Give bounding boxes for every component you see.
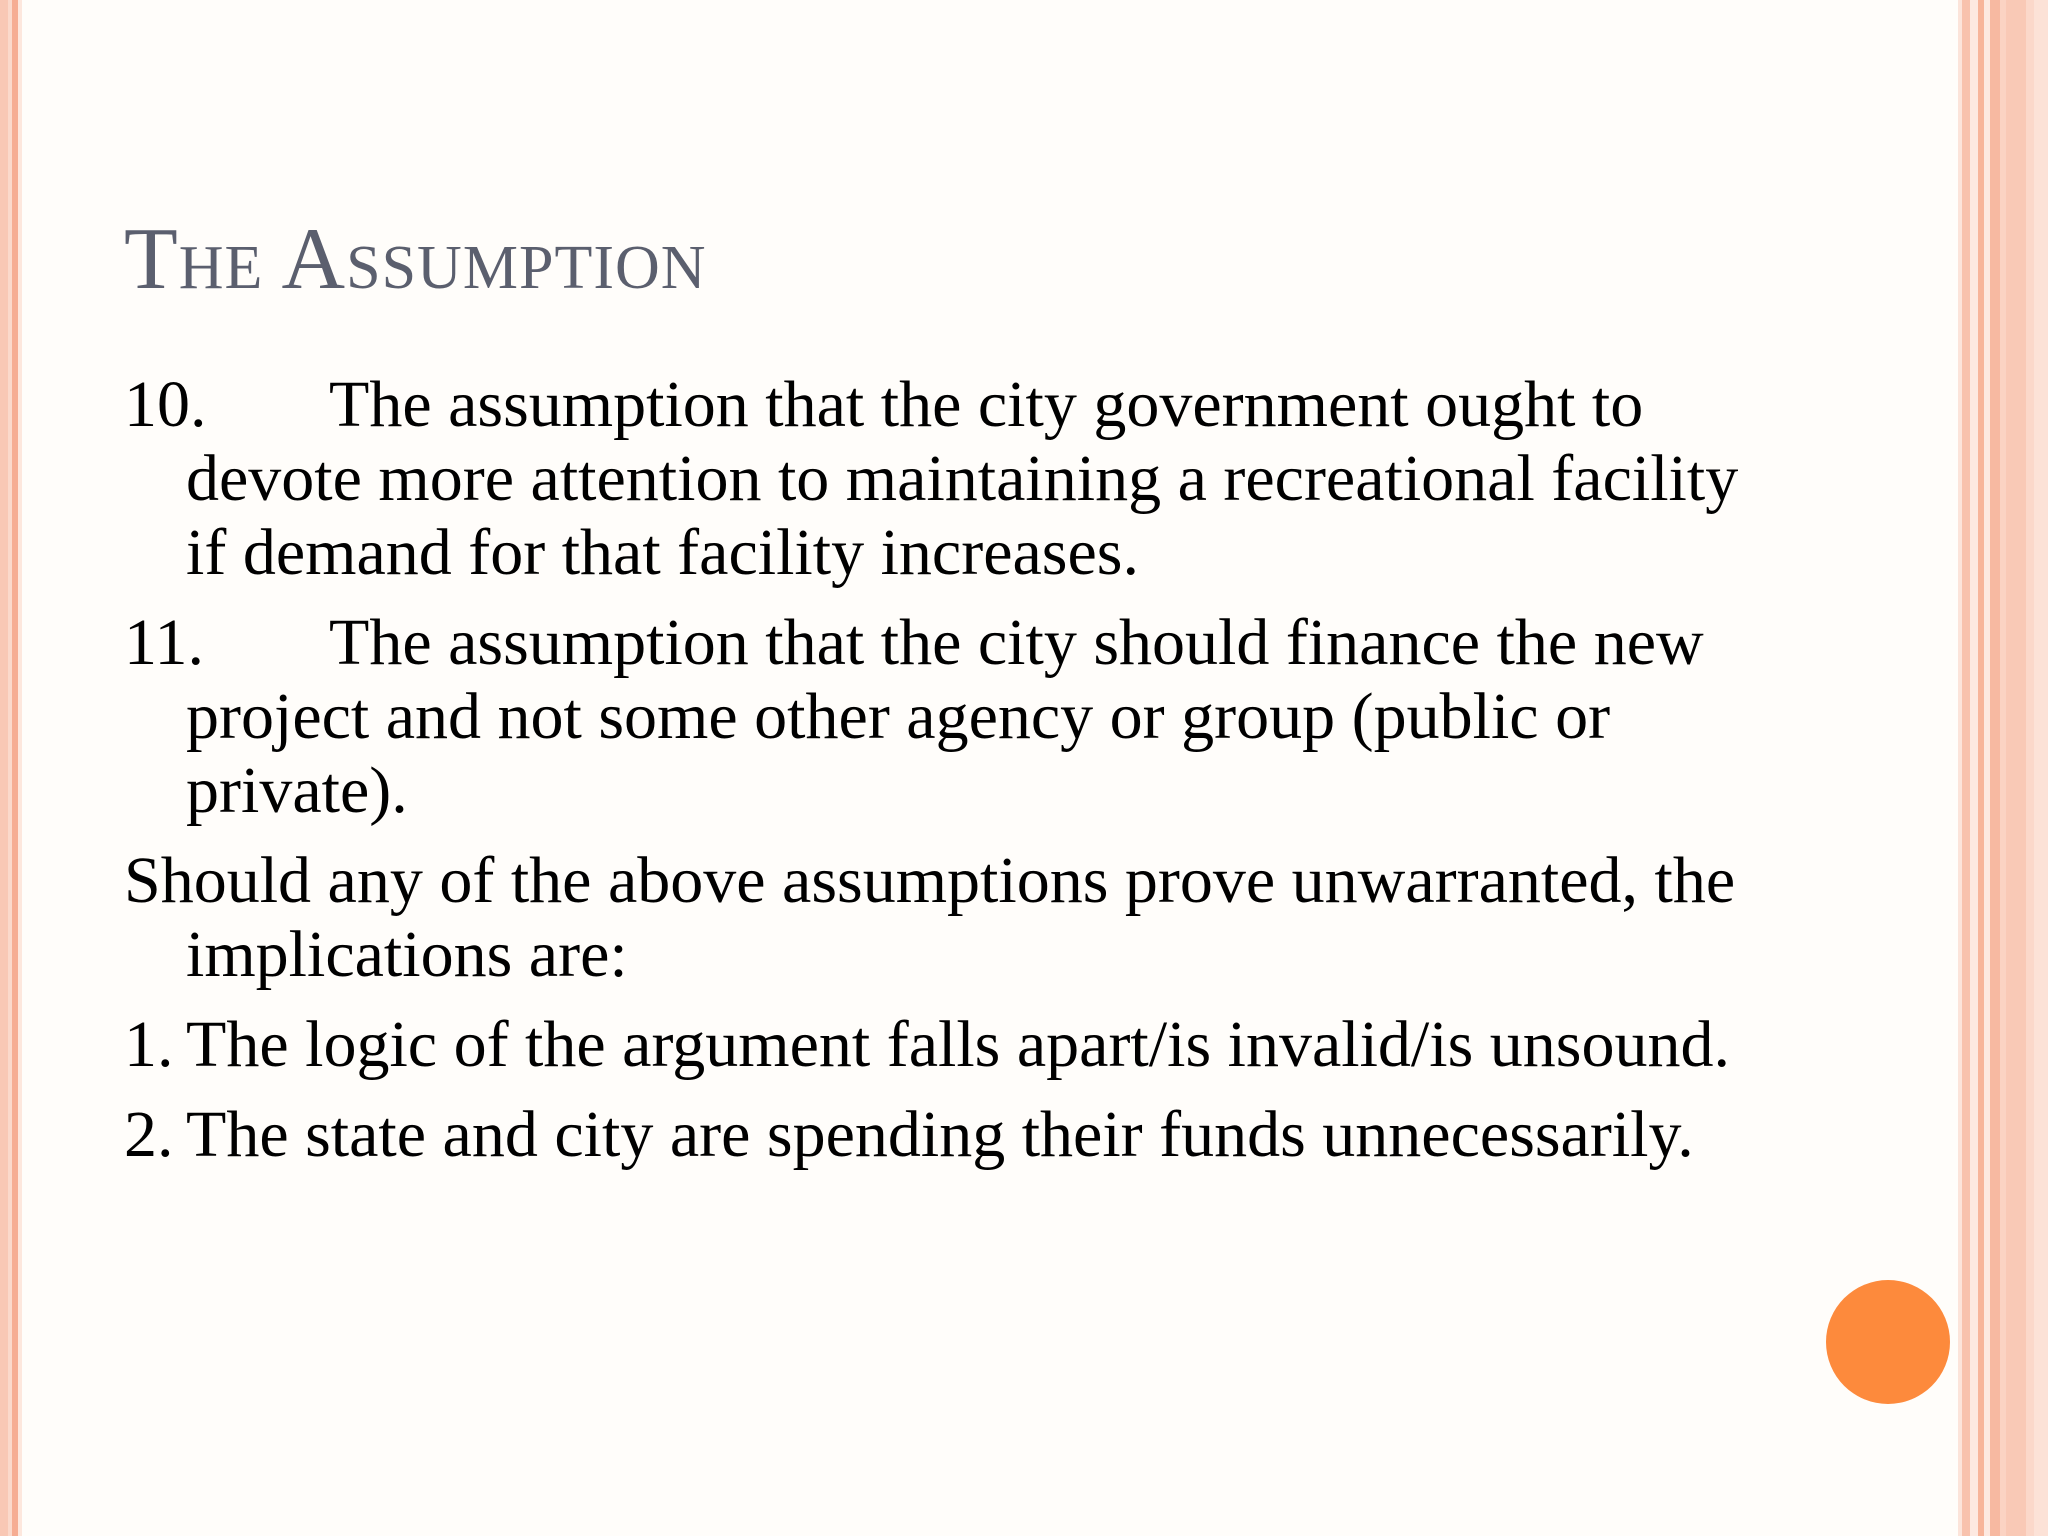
item-number: 1.: [124, 1008, 174, 1081]
item-number: 2.: [124, 1098, 174, 1171]
left-border-stripe: [18, 0, 22, 1536]
item-text: The assumption that the city government ought to devote more attention to maintaining a recreational facility if demand for that facility increases.: [186, 368, 1739, 589]
implication-item: [124, 1008, 1764, 1082]
item-text: The state and city are spending their funds unnecessarily.: [186, 1098, 1694, 1171]
accent-circle: [1826, 1280, 1950, 1404]
right-border-stripe: [1962, 0, 1970, 1536]
right-border-stripe: [2026, 0, 2034, 1536]
slide-body: [124, 368, 1764, 1172]
right-border-stripe: [2006, 0, 2026, 1536]
right-border-stripe: [1970, 0, 1978, 1536]
right-border-stripe: [2034, 0, 2048, 1536]
right-border-stripe: [1990, 0, 2000, 1536]
summary-paragraph: Should any of the above assumptions prove unwarranted, the implications are:: [124, 844, 1736, 991]
item-text: The assumption that the city should finance the new project and not some other agency or group (public or private).: [186, 606, 1704, 827]
item-number: 10.: [124, 368, 207, 441]
item-text: The logic of the argument falls apart/is invalid/is unsound.: [186, 1008, 1730, 1081]
left-border-stripe: [0, 0, 8, 1536]
slide-title: The Assumption: [124, 211, 707, 308]
assumption-item: [124, 368, 1764, 590]
implication-item: [124, 1098, 1764, 1172]
assumption-item: [124, 606, 1764, 828]
item-number: 11.: [124, 606, 205, 679]
